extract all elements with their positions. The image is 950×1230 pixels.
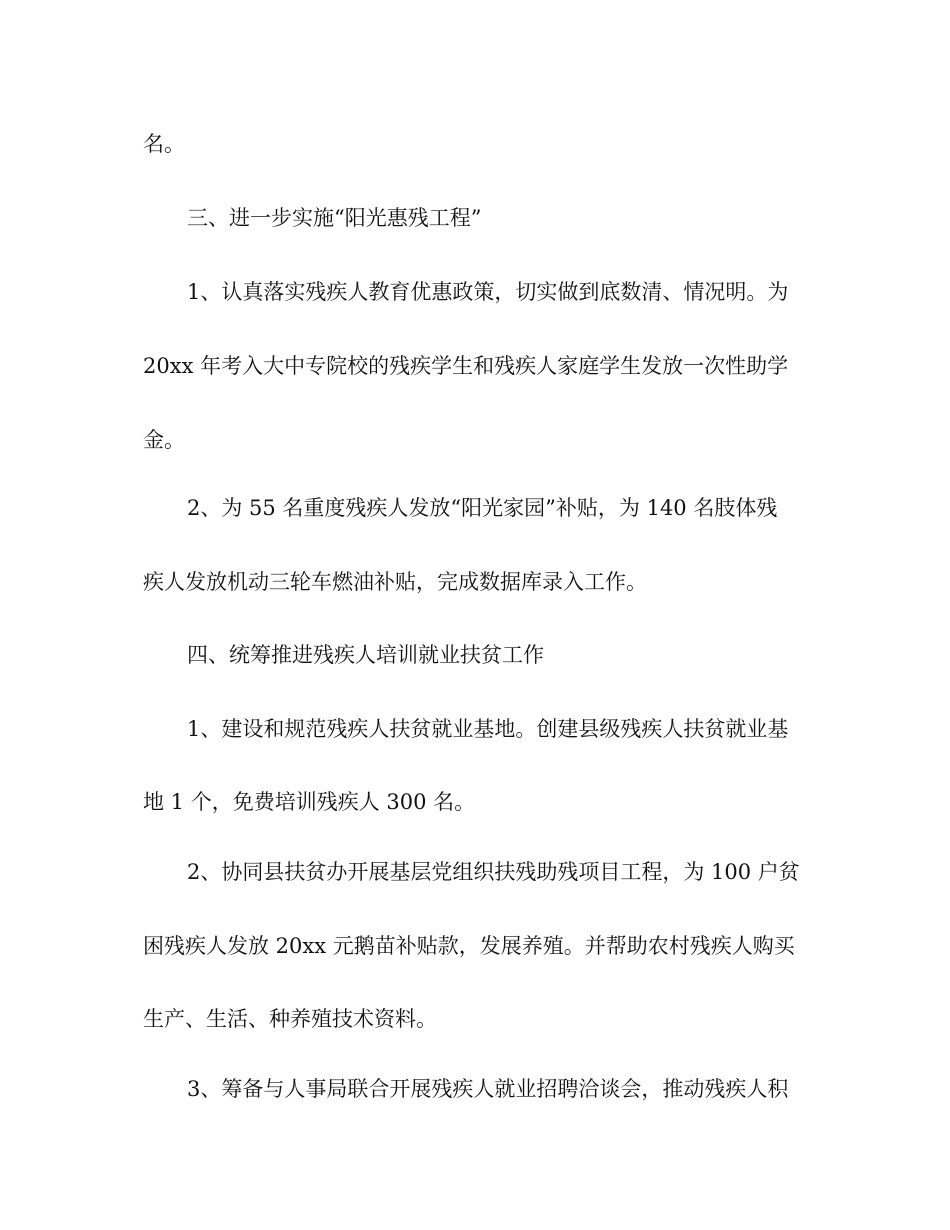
- text-line: 困残疾人发放 20xx 元鹅苗补贴款，发展养殖。并帮助农村残疾人购买: [143, 934, 795, 958]
- text-line: 2、协同县扶贫办开展基层党组织扶残助残项目工程，为 100 户贫: [187, 860, 800, 884]
- text-line: 1、建设和规范残疾人扶贫就业基地。创建县级残疾人扶贫就业基: [187, 717, 789, 741]
- section-heading: 三、进一步实施“阳光惠残工程”: [187, 206, 482, 230]
- section-heading: 四、统筹推进残疾人培训就业扶贫工作: [187, 643, 544, 667]
- text-line: 20xx 年考入大中专院校的残疾学生和残疾人家庭学生发放一次性助学: [143, 354, 789, 378]
- text-line: 地 1 个，免费培训残疾人 300 名。: [143, 790, 476, 814]
- text-line: 金。: [143, 428, 185, 452]
- text-line: 生产、生活、种养殖技术资料。: [143, 1007, 437, 1031]
- text-line: 1、认真落实残疾人教育优惠政策，切实做到底数清、情况明。为: [187, 280, 789, 304]
- text-line: 3、筹备与人事局联合开展残疾人就业招聘洽谈会，推动残疾人积: [187, 1077, 789, 1101]
- text-line: 疾人发放机动三轮车燃油补贴，完成数据库录入工作。: [143, 570, 647, 594]
- text-line: 名。: [143, 132, 185, 156]
- text-line: 2、为 55 名重度残疾人发放“阳光家园”补贴，为 140 名肢体残: [187, 496, 778, 520]
